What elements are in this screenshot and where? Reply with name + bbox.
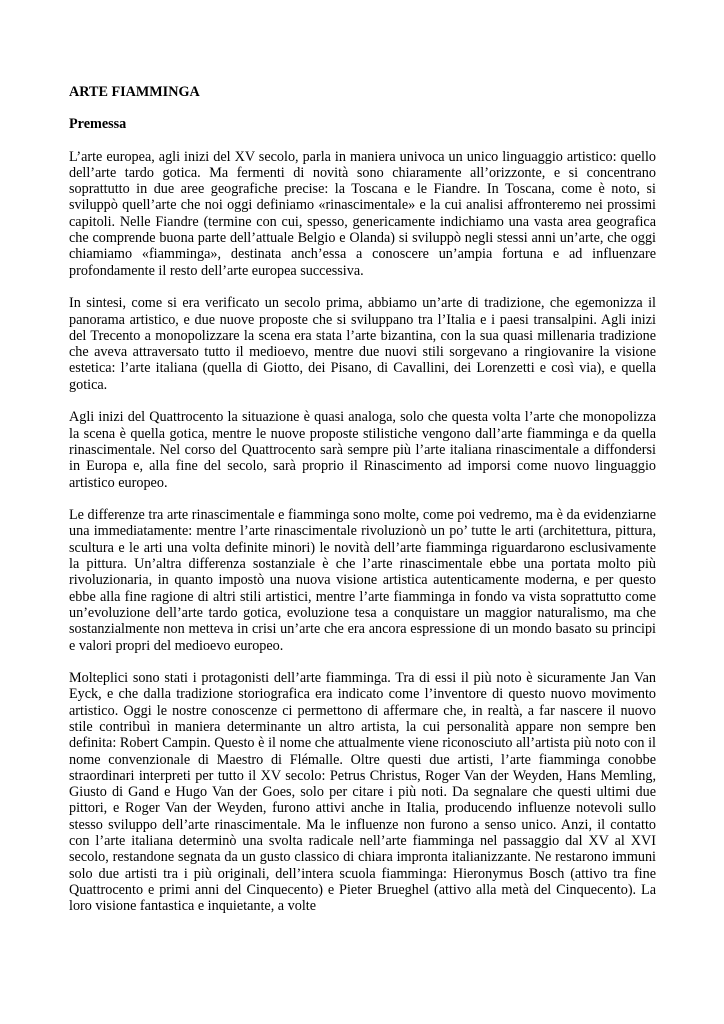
paragraph-3: Agli inizi del Quattrocento la situazione è quasi analoga, solo che questa volta l’arte che monopolizza la scena è quella gotica, mentre le nuove proposte stilistiche vengono dall’arte fiamminga e da quella rinascimentale. Nel corso del Quattrocento sarà sempre più l’arte italiana rinascimentale a diffondersi in Europa e, alla fine del secolo, sarà proprio il Rinascimento ad imporsi come nuovo linguaggio artistico europeo. <box>69 409 656 491</box>
paragraph-5: Molteplici sono stati i protagonisti dell’arte fiamminga. Tra di essi il più noto è sicuramente Jan Van Eyck, e che dalla tradizione storiografica era indicato come l’inventore di questo nuovo movimento artistico. Oggi le nostre conoscenze ci permettono di affermare che, in realtà, a far nascere il nuovo stile contribuì in maniera determinante un altro artista, la cui personalità appare non sempre ben definita: Robert Campin. Questo è il nome che attualmente viene riconosciuto all’artista più noto con il nome convenzionale di Maestro di Flémalle. Oltre questi due artisti, l’arte fiamminga conobbe straordinari interpreti per tutto il XV secolo: Petrus Christus, Roger Van der Weyden, Hans Memling, Giusto di Gand e Hugo Van der Goes, solo per citare i più noti. Da segnalare che questi ultimi due pittori, e Roger Van der Weyden, furono attivi anche in Italia, producendo influenze notevoli sullo stesso sviluppo dell’arte rinascimentale. Ma le influenze non furono a senso unico. Anzi, il contatto con l’arte italiana determinò una svolta radicale nell’arte fiamminga nel passaggio dal XV al XVI secolo, restandone segnata da un gusto classico di chiara impronta italianizzante. Ne restarono immuni solo due artisti tra i più originali, dell’intera scuola fiamminga: Hieronymus Bosch (attivo tra fine Quattrocento e primi anni del Cinquecento) e Pieter Brueghel (attivo alla metà del Cinquecento). La loro visione fantastica e inquietante, a volte <box>69 670 656 915</box>
paragraph-4: Le differenze tra arte rinascimentale e fiamminga sono molte, come poi vedremo, ma è da evidenziarne una immediatamente: mentre l’arte rinascimentale rivoluzionò un po’ tutte le arti (architettura, pittura, scultura e le arti una volta definite minori) le novità dell’arte fiamminga riguardarono esclusivamente la pittura. Un’altra differenza sostanziale è che l’arte rinascimentale ebbe una portata molto più rivoluzionaria, in quanto impostò una nuova visione artistica autenticamente moderna, e per questo ebbe alla fine ragione di altri stili artistici, mentre l’arte fiamminga in fondo va vista soprattutto come un’evoluzione dell’arte tardo gotica, evoluzione tesa a conquistare un maggior naturalismo, ma che sostanzialmente non metteva in crisi un’arte che era ancora espressione di un mondo basato su principi e valori propri del medioevo europeo. <box>69 507 656 654</box>
document-title: ARTE FIAMMINGA <box>69 84 200 100</box>
paragraph-1: L’arte europea, agli inizi del XV secolo, parla in maniera univoca un unico linguaggio artistico: quello dell’arte tardo gotica. Ma fermenti di novità sono chiaramente all’orizzonte, e si concentrano soprattutto in due aree geografiche precise: la Toscana e le Fiandre. In Toscana, come è noto, si sviluppò quell’arte che noi oggi definiamo «rinascimentale» e la cui analisi affronteremo nei prossimi capitoli. Nelle Fiandre (termine con cui, spesso, genericamente indichiamo una vasta area geografica che comprende buona parte dell’attuale Belgio e Olanda) si sviluppò negli stessi anni un’arte, che oggi chiamiamo «fiamminga», destinata anch’essa a conoscere un’ampia fortuna e ad influenzare profondamente il resto dell’arte europea successiva. <box>69 148 656 279</box>
document-page <box>69 84 656 915</box>
paragraph-2: In sintesi, come si era verificato un secolo prima, abbiamo un’arte di tradizione, che egemonizza il panorama artistico, e due nuove proposte che si sviluppano tra l’Italia e i paesi transalpini. Agli inizi del Trecento a monopolizzare la scena era stata l’arte bizantina, con la sua quasi millenaria tradizione che aveva attraversato tutto il medioevo, mentre due nuovi stili sorgevano a ringiovanire la visione estetica: l’arte italiana (quella di Giotto, dei Pisano, di Cavallini, dei Lorenzetti e così via), e quella gotica. <box>69 295 656 393</box>
section-heading: Premessa <box>69 116 127 133</box>
